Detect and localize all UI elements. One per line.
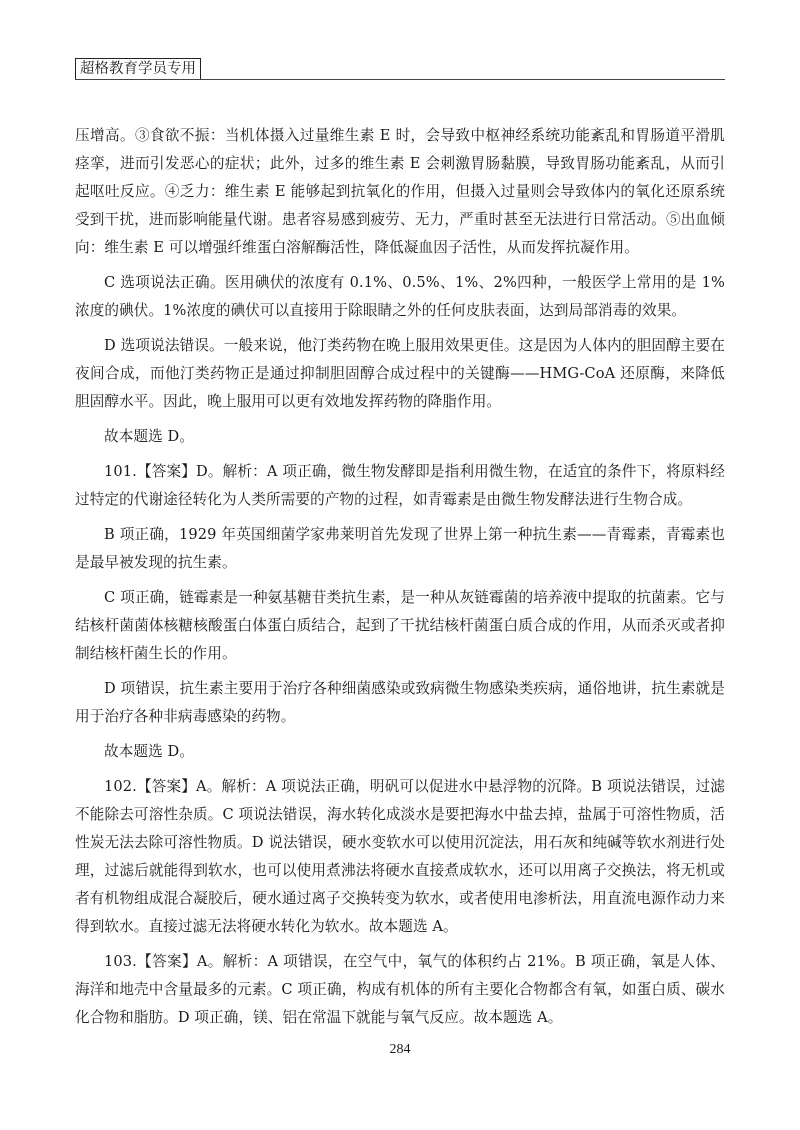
paragraph-conclusion-101: 故本题选 D。 — [104, 743, 195, 760]
paragraph-101-option-d: D 项错误，抗生素主要用于治疗各种细菌感染或致病微生物感染类疾病，通俗地讲，抗生素就是用于治疗各种非病毒感染的药物。 — [75, 680, 725, 725]
paragraph-option-c-iodophor: C 选项说法正确。医用碘伏的浓度有 0.1%、0.5%、1%、2%四种，一般医学上常用的是 1%浓度的碘伏。1%浓度的碘伏可以直接用于除眼睛之外的任何皮肤表面，达到局部消毒的效果。 — [75, 274, 725, 319]
paragraph-answer-102: 102.【答案】A。解析：A 项说法正确，明矾可以促进水中悬浮物的沉降。B 项说法错误，过滤不能除去可溶性杂质。C 项说法错误，海水转化成淡水是要把海水中盐去掉，盐属于可溶性物质，活性炭无法去除可溶性物质。D 说法错误，硬水变软水可以使用沉淀法，用石灰和纯碱等软水剂进行处理，过滤后就能得到软水，也可以使用煮沸法将硬水直接煮成软水，还可以用离子交换法，将无机或者有机物组成混合凝胶后，硬水通过离子交换转变为软水，或者使用电渗析法，用直流电源作动力来得到软水。直接过滤无法将硬水转化为软水。故本题选 A。 — [75, 778, 725, 935]
paragraph-answer-103: 103.【答案】A。解析：A 项错误，在空气中，氧气的体积约占 21%。B 项正确，氧是人体、海洋和地壳中含量最多的元素。C 项正确，构成有机体的所有主要化合物都含有氧，如蛋白质、碳水化合物和脂肪。D 项正确，镁、铝在常温下就能与氧气反应。故本题选 A。 — [75, 953, 725, 1026]
paragraph-conclusion-100: 故本题选 D。 — [104, 428, 195, 445]
header-label: 超格教育学员专用 — [75, 58, 201, 80]
paragraph-101-option-c: C 项正确，链霉素是一种氨基糖苷类抗生素，是一种从灰链霉菌的培养液中提取的抗菌素。它与结核杆菌菌体核糖核酸蛋白体蛋白质结合，起到了干扰结核杆菌蛋白质合成的作用，从而杀灭或者抑制结核杆菌生长的作用。 — [75, 589, 725, 662]
paragraph-vitamin-e: 压增高。③食欲不振：当机体摄入过量维生素 E 时，会导致中枢神经系统功能紊乱和胃肠道平滑肌痉挛，进而引发恶心的症状；此外，过多的维生素 E 会刺激胃肠黏膜，导致胃肠功能紊乱，从而引起呕吐反应。④乏力：维生素 E 能够起到抗氧化的作用，但摄入过量则会导致体内的氧化还原系统受到干扰，进而影响能量代谢。患者容易感到疲劳、无力，严重时甚至无法进行日常活动。⑤出血倾向：维生素 E 可以增强纤维蛋白溶解酶活性，降低凝血因子活性，从而发挥抗凝作用。 — [75, 127, 725, 256]
paragraph-option-d-statin: D 选项说法错误。一般来说，他汀类药物在晚上服用效果更佳。这是因为人体内的胆固醇主要在夜间合成，而他汀类药物正是通过抑制胆固醇合成过程中的关键酶——HMG-CoA 还原酶，来降低胆固醇水平。因此，晚上服用可以更有效地发挥药物的降脂作用。 — [75, 337, 725, 410]
page-number: 284 — [389, 1042, 411, 1057]
paragraph-answer-101: 101.【答案】D。解析：A 项正确，微生物发酵即是指利用微生物，在适宜的条件下，将原料经过特定的代谢途径转化为人类所需要的产物的过程，如青霉素是由微生物发酵法进行生物合成。 — [75, 463, 725, 508]
paragraph-101-option-b: B 项正确，1929 年英国细菌学家弗莱明首先发现了世界上第一种抗生素——青霉素，青霉素也是最早被发现的抗生素。 — [75, 526, 725, 571]
page-body — [75, 122, 725, 1039]
header-divider — [75, 79, 725, 80]
